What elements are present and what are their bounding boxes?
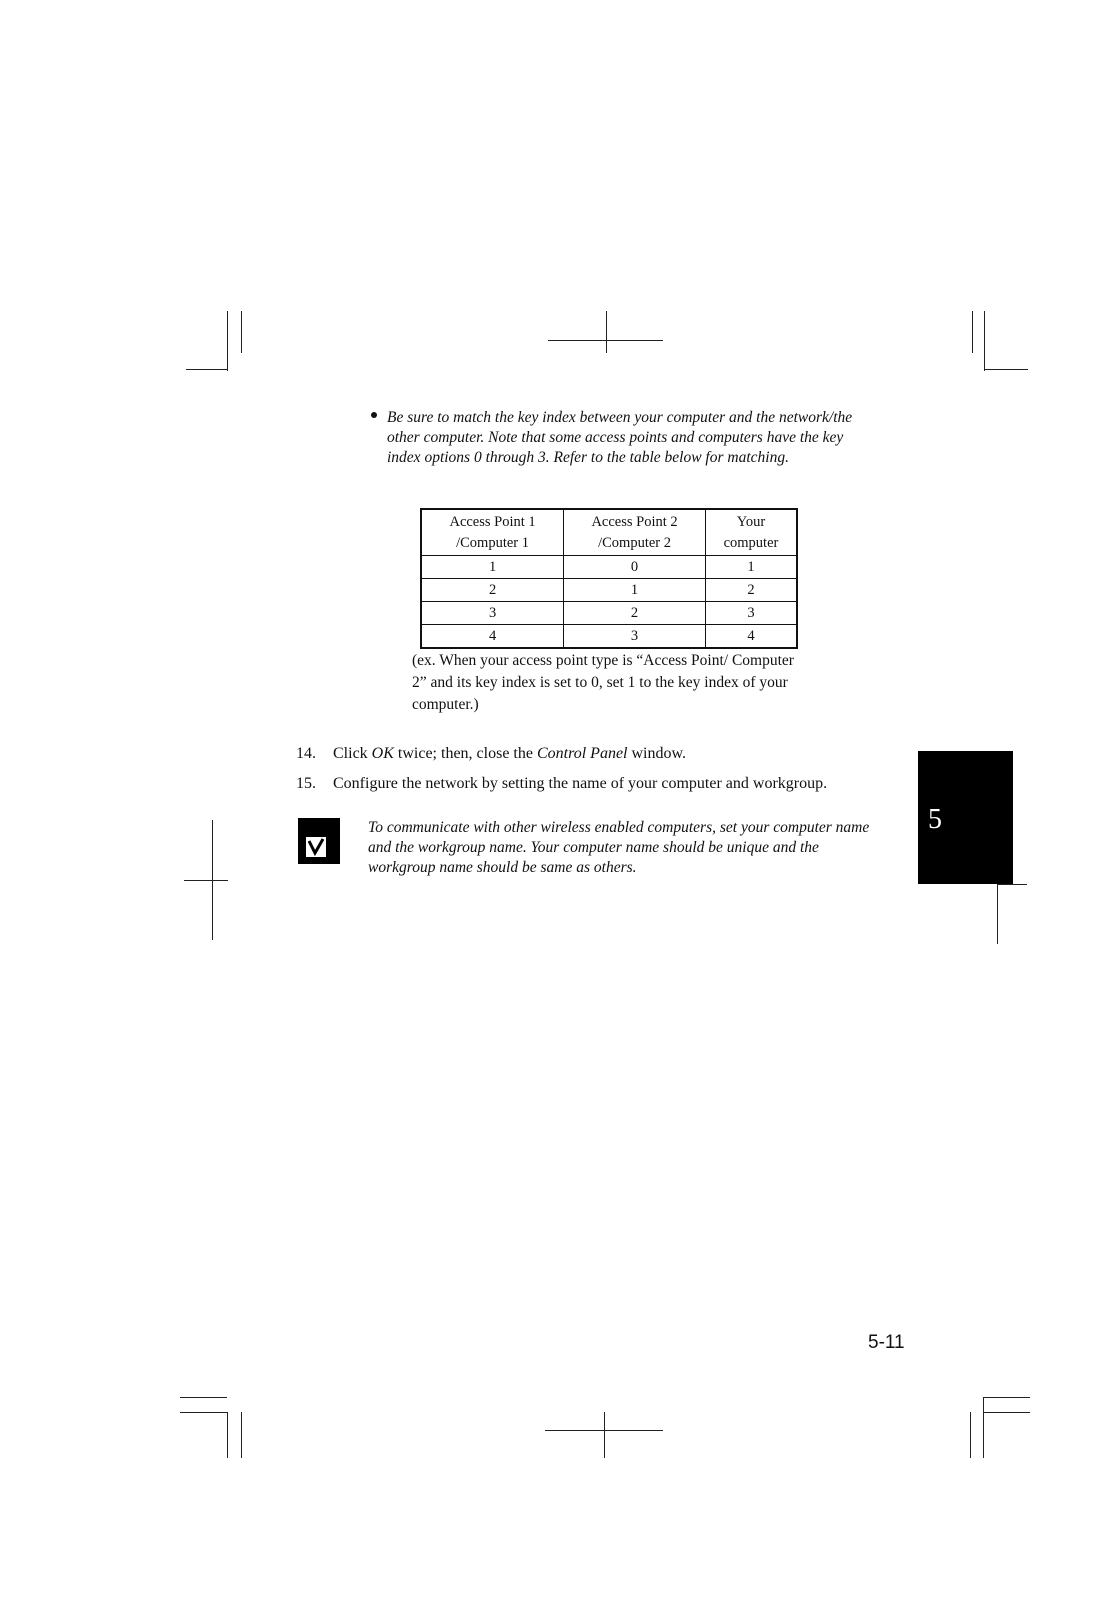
checkbox-icon bbox=[306, 837, 326, 857]
checkmark-note-icon bbox=[298, 818, 340, 864]
ok-button-ref: OK bbox=[371, 745, 394, 762]
bullet-note-text: Be sure to match the key index between your computer and the network/the other computer. Note that some access points and computers have the key index options 0 through 3. Refer to the table below for matching. bbox=[387, 409, 853, 466]
step-text: Configure the network by setting the name of your computer and workgroup. bbox=[333, 775, 828, 792]
table-cell: 2 bbox=[564, 602, 706, 625]
table-cell: 2 bbox=[421, 579, 564, 602]
header-line: Your bbox=[736, 513, 766, 530]
table-cell: 2 bbox=[705, 579, 797, 602]
table-row bbox=[421, 602, 797, 625]
step-text bbox=[333, 743, 686, 765]
table-cell: 4 bbox=[705, 625, 797, 649]
step-number: 15. bbox=[296, 775, 316, 792]
table-row bbox=[421, 625, 797, 649]
chapter-number: 5 bbox=[928, 804, 942, 835]
table-cell: 4 bbox=[421, 625, 564, 649]
step-15 bbox=[296, 773, 896, 795]
table-row bbox=[421, 579, 797, 602]
table-cell: 1 bbox=[564, 579, 706, 602]
header-line: Access Point 1 bbox=[449, 513, 536, 530]
header-your-computer bbox=[705, 509, 797, 556]
check-icon bbox=[306, 837, 326, 857]
example-text: (ex. When your access point type is “Access Point/ Computer 2” and its key index is set to 0, set 1 to the key index of your computer.) bbox=[412, 652, 794, 713]
control-panel-ref: Control Panel bbox=[536, 745, 628, 762]
header-line: /Computer 2 bbox=[598, 534, 671, 551]
table-cell: 3 bbox=[705, 602, 797, 625]
step-14 bbox=[296, 743, 896, 765]
table-cell: 1 bbox=[705, 556, 797, 579]
bullet-note bbox=[366, 408, 866, 468]
header-line: computer bbox=[723, 534, 779, 551]
step-text-part: window. bbox=[627, 745, 686, 762]
note-text: To communicate with other wireless enabled computers, set your computer name and the workgroup name. Your computer name should be unique and the workgroup name should be same as others. bbox=[368, 819, 870, 876]
table-cell: 0 bbox=[564, 556, 706, 579]
header-line: /Computer 1 bbox=[456, 534, 530, 551]
header-access-point-2 bbox=[564, 509, 706, 556]
key-index-table bbox=[420, 508, 798, 649]
table-row bbox=[421, 556, 797, 579]
step-text-part: Click bbox=[333, 745, 372, 762]
table-cell: 3 bbox=[421, 602, 564, 625]
chapter-tab bbox=[918, 751, 1013, 884]
step-text-part: twice; then, close the bbox=[393, 745, 537, 762]
page-number: 5-11 bbox=[868, 1332, 905, 1353]
table-cell: 1 bbox=[421, 556, 564, 579]
header-line: Access Point 2 bbox=[591, 513, 678, 530]
table-header-row bbox=[421, 509, 797, 556]
table-cell: 3 bbox=[564, 625, 706, 649]
header-access-point-1 bbox=[421, 509, 564, 556]
step-number: 14. bbox=[296, 745, 316, 762]
